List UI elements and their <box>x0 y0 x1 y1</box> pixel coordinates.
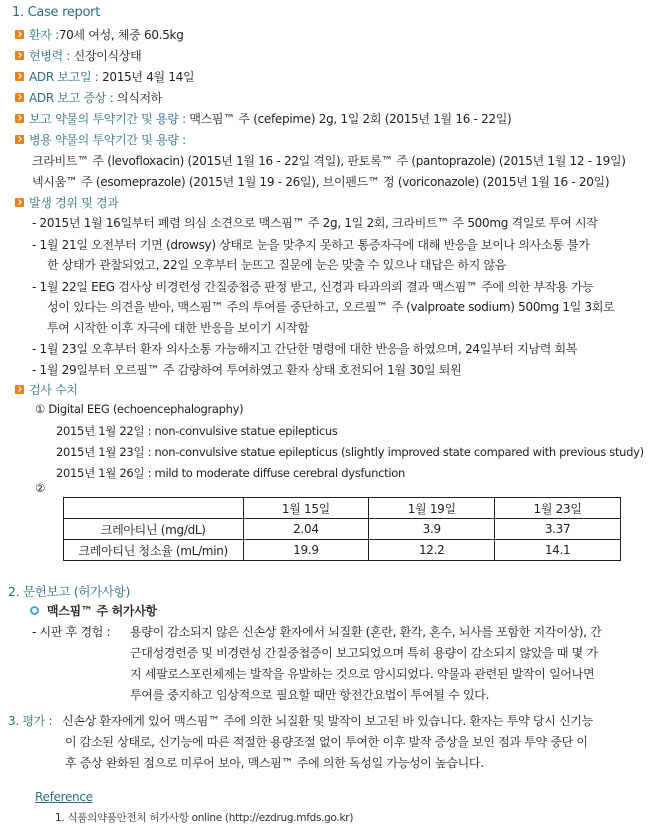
postmarketing-line: 용량이 감소되지 않은 신손상 환자에서 뇌질환 (혼란, 환각, 혼수, 뇌사를 포함한 지각이상), 간 <box>130 625 602 639</box>
evaluation-line: 후 증상 완화된 점으로 미루어 보아, 맥스핌™ 주에 의한 독성일 가능성이 높습니다. <box>65 756 484 770</box>
eeg-title: Digital EEG (echoencephalography) <box>48 402 244 416</box>
course-heading <box>15 194 119 211</box>
item-history <box>15 47 141 64</box>
eeg-result-line: 2015년 1월 26일 : mild to moderate diffuse cerebral dysfunction <box>56 466 405 480</box>
item-label: 환자 : <box>29 28 59 42</box>
postmarketing-line: 투여를 중지하고 임상적으로 필요할 때만 항전간요법이 투여될 수 있다. <box>130 688 490 702</box>
course-line: 성이 있다는 의견을 받아, 맥스핌™ 주의 투여를 중단하고, 오르필™ 주 (valproate sodium) 500mg 1일 3회로 <box>47 300 615 314</box>
arrow-bullet-icon <box>15 51 24 60</box>
postmarketing-line: 지 세팔로스포린제제는 발작을 유발하는 것으로 암시되었다. 약물과 관련된 발작이 일어나면 <box>130 667 595 681</box>
table-cell: 2.04 <box>243 519 369 540</box>
circle-bullet-icon <box>30 606 39 615</box>
item-value: 신장이식상태 <box>73 49 142 63</box>
postmarketing-label: - 시판 후 경험 : <box>32 625 111 639</box>
item-value: 70세 여성, 체중 60.5kg <box>58 28 184 42</box>
item-value: 2015년 4월 14일 <box>102 70 195 84</box>
table-cell: 3.37 <box>495 519 621 540</box>
arrow-bullet-icon <box>15 135 24 144</box>
course-line: 한 상태가 관찰되었고, 22일 오후부터 눈뜨고 질문에 눈은 맞출 수 있으나 대답은 하지 않음 <box>47 258 507 272</box>
course-line: 투여 시작한 이후 자극에 대한 반응을 보이기 시작함 <box>47 321 309 335</box>
course-label: 발생 경위 및 경과 <box>29 196 119 210</box>
item-label: 현병력 : <box>29 49 71 63</box>
evaluation-line: 신손상 환자에게 있어 맥스핌™ 주에 의한 뇌질환 및 발작이 보고된 바 있습니다. 환자는 투약 당시 신기능 <box>62 714 593 728</box>
table-cell: 19.9 <box>243 540 369 561</box>
item-reported-drug <box>15 110 511 127</box>
table-header-cell: 1월 19일 <box>369 498 495 519</box>
table-cell: 14.1 <box>495 540 621 561</box>
table-cell: 크레아티닌 (mg/dL) <box>64 519 244 540</box>
arrow-bullet-icon <box>15 385 24 394</box>
arrow-bullet-icon <box>15 72 24 81</box>
tests-heading <box>15 381 78 398</box>
item-adr-date <box>15 68 194 85</box>
arrow-bullet-icon <box>15 114 24 123</box>
item-adr-symptom <box>15 89 162 106</box>
concomitant-line: 넥시움™ 주 (esomeprazole) (2015년 1월 19 - 26일), 브이펜드™ 정 (voriconazole) (2015년 1월 16 - 20일) <box>32 175 610 189</box>
section-2-subtitle: 맥스핌™ 주 허가사항 <box>47 604 157 618</box>
eeg-title-line <box>35 402 243 416</box>
item-label: 보고 약물의 투약기간 및 용량 : <box>29 112 186 126</box>
table-row <box>64 540 621 561</box>
table-cell: 크레아티닌 청소율 (mL/min) <box>64 540 244 561</box>
table-header-row <box>64 498 621 519</box>
eeg-result-line: 2015년 1월 22일 : non-convulsive statue epilepticus <box>56 424 338 438</box>
course-line: - 1월 22일 EEG 검사상 비경련성 간질중첩증 판정 받고, 신경과 타과의뢰 결과 맥스핌™ 주에 의한 부작용 가능 <box>32 280 594 294</box>
item-patient <box>15 26 184 43</box>
concomitant-line: 크라비트™ 주 (levofloxacin) (2015년 1월 16 - 22일 격일), 판토록™ 주 (pantoprazole) (2015년 1월 12 - 19일) <box>32 154 626 168</box>
arrow-bullet-icon <box>15 93 24 102</box>
table-header-cell <box>64 498 244 519</box>
course-line: - 2015년 1월 16일부터 폐렴 의심 소견으로 맥스핌™ 주 2g, 1일 2회, 크라비트™ 주 500mg 격일로 투여 시작 <box>32 216 598 230</box>
eeg-result-line: 2015년 1월 23일 : non-convulsive statue epilepticus (slightly improved state compared with previous study) <box>56 445 644 459</box>
table-cell: 3.9 <box>369 519 495 540</box>
postmarketing-line: 근대성경련증 및 비경련성 간질중첩증이 보고되었으며 특히 용량이 감소되지 않았을 때 몇 가 <box>130 646 598 660</box>
item-label: 병용 약물의 투약기간 및 용량 : <box>29 133 186 147</box>
course-line: - 1월 29일부터 오르필™ 주 감량하여 투여하였고 환자 상태 호전되어 1월 30일 퇴원 <box>32 363 462 377</box>
course-line: - 1월 23일 오후부터 환자 의사소통 가능해지고 간단한 명령에 대한 반응을 하였으며, 24일부터 지남력 회복 <box>32 342 578 356</box>
table-row <box>64 519 621 540</box>
item-label: ADR 보고일 : <box>29 70 99 84</box>
section-2-title: 2. 문헌보고 (허가사항) <box>8 584 131 599</box>
course-line: - 1월 21일 오전부터 기면 (drowsy) 상태로 눈을 맞추지 못하고 통증자극에 대해 반응을 보이나 의사소통 불가 <box>32 238 590 252</box>
creatinine-table <box>63 497 621 561</box>
reference-title: Reference <box>35 790 93 804</box>
reference-item: 1. 식품의약품안전처 허가사항 online (http://ezdrug.mfds.go.kr) <box>55 812 354 824</box>
tests-label: 검사 수치 <box>29 383 78 397</box>
table-cell: 12.2 <box>369 540 495 561</box>
circled-one-marker: ① <box>35 402 46 416</box>
table-header-cell: 1월 23일 <box>495 498 621 519</box>
item-value: 의식저하 <box>116 91 163 105</box>
item-value: 맥스핌™ 주 (cefepime) 2g, 1일 2회 (2015년 1월 16 - 22일) <box>189 112 512 126</box>
section-3-label: 3. 평가 : <box>8 714 53 728</box>
section-2-subtitle-line <box>30 602 157 619</box>
table-header-cell: 1월 15일 <box>243 498 369 519</box>
item-concomitant-drug <box>15 131 186 148</box>
circled-two-marker: ② <box>35 481 46 495</box>
arrow-bullet-icon <box>15 198 24 207</box>
section-1-title: 1. Case report <box>12 5 100 20</box>
arrow-bullet-icon <box>15 30 24 39</box>
item-label: ADR 보고 증상 : <box>29 91 114 105</box>
evaluation-line: 이 감소된 상태로, 신기능에 따른 적절한 용량조절 없이 투여한 이후 발작 증상을 보인 점과 투약 중단 이 <box>65 735 588 749</box>
